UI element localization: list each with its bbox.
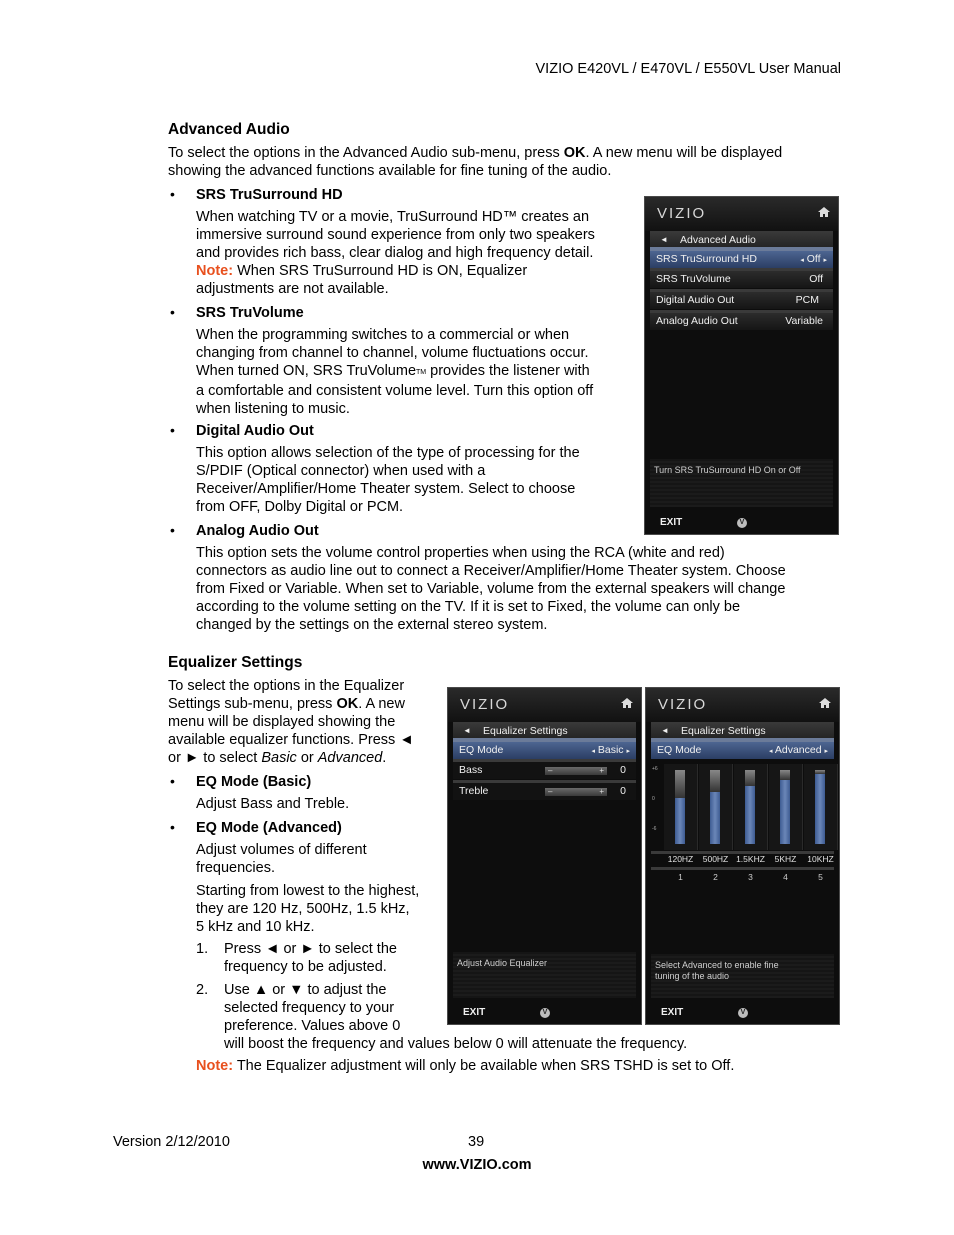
- advanced-audio-heading: Advanced Audio: [168, 121, 290, 138]
- intro-text: showing the advanced functions available for fine tuning of the audio.: [168, 163, 612, 179]
- band-number: 2: [713, 872, 718, 882]
- plus-icon: +: [599, 766, 604, 775]
- band-headroom: [710, 770, 720, 792]
- plus-icon: +: [599, 787, 604, 796]
- osd-row-treble[interactable]: [453, 780, 636, 800]
- text-line: will boost the frequency and values below 0 will attenuate the frequency.: [224, 1036, 688, 1052]
- row-value: Variable: [785, 315, 823, 327]
- text: . A new: [358, 696, 405, 712]
- back-arrow-icon: ◄: [661, 726, 669, 735]
- eq-band-120hz[interactable]: [664, 764, 698, 850]
- osd-advanced-audio: [644, 196, 839, 535]
- text: .: [382, 750, 387, 766]
- text-line: This option sets the volume control properties when using the RCA (white and red): [196, 545, 725, 561]
- bullet: •: [170, 773, 175, 789]
- text-line: Receiver/Amplifier/Home Theater system. Select to choose: [196, 481, 576, 497]
- text-line: connectors as audio line out to connect a Receiver/Amplifier/Home Theater system. Choose: [196, 563, 786, 579]
- bullet: •: [170, 522, 175, 538]
- text-line: Adjust volumes of different: [196, 842, 367, 858]
- right-arrow-icon: ▸: [626, 748, 630, 755]
- eq-band-5khz[interactable]: [769, 764, 803, 850]
- eq-advanced-title: EQ Mode (Advanced): [196, 820, 342, 836]
- text-line: from OFF, Dolby Digital or PCM.: [196, 499, 404, 515]
- note-text: The Equalizer adjustment will only be available when SRS TSHD is set to Off.: [233, 1058, 735, 1074]
- row-label: Treble: [459, 785, 489, 797]
- item-title: Analog Audio Out: [196, 523, 319, 539]
- eq-advanced-desc: [196, 841, 446, 877]
- text-line: immersive surround sound experience from only two speakers: [196, 227, 595, 243]
- value-text: Basic: [597, 744, 624, 756]
- band-freq-label: 5KHZ: [774, 854, 797, 864]
- intro-text: . A new menu will be displayed: [585, 145, 783, 161]
- item-description: [196, 444, 636, 516]
- divider: [651, 867, 834, 870]
- vizio-logo: VIZIO: [460, 696, 510, 713]
- bullet: •: [170, 304, 175, 320]
- text-line: [168, 749, 443, 767]
- text-line: This option allows selection of the type of processing for the: [196, 445, 580, 461]
- band-headroom: [675, 770, 685, 798]
- eq-basic-title: EQ Mode (Basic): [196, 774, 312, 790]
- osd-row-analog-audio-out[interactable]: [650, 310, 833, 330]
- text-line: S/PDIF (Optical connector) when used with a: [196, 463, 486, 479]
- trademark: TM: [416, 369, 427, 376]
- step-number: 1.: [196, 941, 209, 957]
- bass-slider[interactable]: [545, 767, 607, 775]
- minus-icon: –: [548, 787, 553, 796]
- text-line: changing from channel to channel, volume fluctuations occur.: [196, 345, 589, 361]
- text-line: when listening to music.: [196, 401, 350, 417]
- basic-term: Basic: [261, 750, 297, 766]
- band-headroom: [780, 770, 790, 780]
- scale-bottom-label: -6: [652, 826, 657, 832]
- manual-title: VIZIO E420VL / E470VL / E550VL User Manual: [535, 61, 841, 77]
- text-line: [168, 695, 443, 713]
- vizio-logo: VIZIO: [658, 696, 708, 713]
- band-number: 3: [748, 872, 753, 882]
- row-label: EQ Mode: [459, 744, 504, 756]
- row-label: EQ Mode: [657, 744, 702, 756]
- text: provides the listener with: [426, 363, 590, 379]
- text-line: menu will be displayed showing the: [168, 714, 396, 730]
- vizio-logo: VIZIO: [657, 205, 707, 222]
- step-text: [224, 940, 444, 976]
- item-title: SRS TruSurround HD: [196, 187, 343, 203]
- text: Settings sub-menu, press: [168, 696, 337, 712]
- osd-help-text: Turn SRS TruSurround HD On or Off: [650, 459, 833, 507]
- exit-button[interactable]: EXIT: [661, 1007, 684, 1018]
- text-line: and provides rich bass, clear dialog and high frequency detail.: [196, 245, 594, 261]
- scale-top-label: +6: [652, 766, 658, 772]
- breadcrumb-label: Equalizer Settings: [681, 725, 766, 737]
- eq-band-1-5khz[interactable]: [734, 764, 768, 850]
- band-level-bar[interactable]: [710, 792, 720, 844]
- note-line: [196, 262, 636, 280]
- ok-key: OK: [336, 696, 359, 712]
- note-text: When SRS TruSurround HD is ON, Equalizer: [233, 263, 528, 279]
- band-number: 1: [678, 872, 683, 882]
- text-line: adjustments are not available.: [196, 281, 389, 297]
- row-value: PCM: [795, 294, 819, 306]
- item-description: [196, 326, 636, 418]
- row-label: Digital Audio Out: [656, 294, 735, 306]
- footer-url[interactable]: www.VIZIO.com: [422, 1157, 532, 1173]
- help-line: Select Advanced to enable fine: [655, 960, 779, 970]
- left-arrow-icon: ◂: [800, 257, 804, 264]
- breadcrumb-label: Advanced Audio: [680, 234, 756, 246]
- band-freq-label: 120HZ: [667, 854, 694, 864]
- treble-slider[interactable]: [545, 788, 607, 796]
- footer-page-number: 39: [468, 1134, 485, 1150]
- osd-row-srs-truvolume[interactable]: [650, 268, 833, 288]
- osd-help-text: Adjust Audio Equalizer: [453, 952, 636, 998]
- v-button-icon[interactable]: V: [540, 1008, 550, 1018]
- advanced-term: Advanced: [317, 750, 383, 766]
- row-label: Analog Audio Out: [656, 315, 738, 327]
- row-label: SRS TruSurround HD: [656, 253, 757, 265]
- osd-row-eq-mode[interactable]: [651, 738, 834, 759]
- osd-row-bass[interactable]: [453, 759, 636, 779]
- eq-band-500hz[interactable]: [699, 764, 733, 850]
- band-headroom: [745, 770, 755, 786]
- band-level-bar[interactable]: [780, 780, 790, 844]
- right-arrow-icon: ▸: [823, 257, 827, 264]
- item-description: [196, 208, 636, 298]
- osd-equalizer-basic: [447, 687, 642, 1025]
- footer-version: Version 2/12/2010: [113, 1134, 230, 1150]
- row-value: [591, 742, 630, 760]
- text-line: Use ▲ or ▼ to adjust the: [224, 982, 387, 998]
- text-line: from Fixed or Variable. When set to Variable, volume from the external speakers will change: [196, 581, 786, 597]
- bullet: •: [170, 422, 175, 438]
- left-arrow-icon: ◂: [769, 748, 773, 755]
- text-line: preference. Values above 0: [224, 1018, 401, 1034]
- text-line: changed by the settings on the external stereo system.: [196, 617, 548, 633]
- row-value: 0: [620, 764, 626, 776]
- right-arrow-icon: ▸: [824, 748, 828, 755]
- minus-icon: –: [548, 766, 553, 775]
- equalizer-note: [196, 1057, 734, 1075]
- text-line: frequencies.: [196, 860, 275, 876]
- home-icon[interactable]: [818, 207, 830, 217]
- text: When turned ON, SRS TruVolume: [196, 363, 417, 379]
- osd-help-text: [651, 954, 834, 998]
- equalizer-heading: Equalizer Settings: [168, 654, 303, 671]
- help-line: tuning of the audio: [655, 971, 730, 981]
- bullet: •: [170, 819, 175, 835]
- back-arrow-icon: ◄: [463, 726, 471, 735]
- exit-button[interactable]: EXIT: [660, 517, 683, 528]
- eq-band-10khz[interactable]: [804, 764, 838, 850]
- band-number: 5: [818, 872, 823, 882]
- home-icon[interactable]: [819, 698, 831, 708]
- breadcrumb-label: Equalizer Settings: [483, 725, 568, 737]
- text-line: 5 kHz and 10 kHz.: [196, 919, 315, 935]
- text-line: they are 120 Hz, 500Hz, 1.5 kHz,: [196, 901, 410, 917]
- text-line: available equalizer functions. Press ◄: [168, 732, 414, 748]
- note-label: Note:: [196, 263, 234, 279]
- band-level-bar[interactable]: [815, 774, 825, 844]
- row-label: Bass: [459, 764, 483, 776]
- item-title: Digital Audio Out: [196, 423, 314, 439]
- osd-equalizer-advanced: [645, 687, 840, 1025]
- text-line: To select the options in the Equalizer: [168, 678, 405, 694]
- text: or ► to select: [168, 750, 262, 766]
- osd-row-digital-audio-out[interactable]: [650, 289, 833, 309]
- intro-text: To select the options in the Advanced Audio sub-menu, press: [168, 145, 564, 161]
- row-value: [769, 742, 828, 760]
- band-freq-label: 10KHZ: [807, 854, 834, 864]
- equalizer-intro: [168, 677, 443, 767]
- band-level-bar[interactable]: [745, 786, 755, 844]
- item-description: [196, 544, 856, 634]
- row-value: 0: [620, 785, 626, 797]
- text-line: When the programming switches to a commercial or when: [196, 327, 570, 343]
- text: or: [296, 750, 318, 766]
- advanced-audio-intro: [168, 144, 848, 180]
- text-line: [196, 362, 636, 382]
- row-value: Off: [809, 273, 823, 285]
- value-text: Off: [806, 253, 821, 265]
- osd-row-eq-mode[interactable]: [453, 738, 636, 759]
- home-icon[interactable]: [621, 698, 633, 708]
- text-line: Starting from lowest to the highest,: [196, 883, 420, 899]
- osd-row-srs-trusurround[interactable]: [650, 247, 833, 268]
- band-level-bar[interactable]: [675, 798, 685, 844]
- v-button-icon[interactable]: V: [737, 518, 747, 528]
- value-text: Advanced: [774, 744, 822, 756]
- item-title: SRS TruVolume: [196, 305, 304, 321]
- text-line: frequency to be adjusted.: [224, 959, 387, 975]
- eq-frequencies-desc: [196, 882, 446, 936]
- row-value: [800, 251, 827, 269]
- band-freq-label: 500HZ: [702, 854, 729, 864]
- v-button-icon[interactable]: V: [738, 1008, 748, 1018]
- text-line: according to the volume setting on the TV. If it is set to Fixed, the volume can only be: [196, 599, 741, 615]
- ok-key: OK: [563, 145, 586, 161]
- scale-mid-label: 0: [652, 796, 655, 802]
- row-label: SRS TruVolume: [656, 273, 731, 285]
- step-number: 2.: [196, 982, 209, 998]
- text-line: When watching TV or a movie, TruSurround HD™ creates an: [196, 209, 590, 225]
- band-number: 4: [783, 872, 788, 882]
- left-arrow-icon: ◂: [591, 748, 595, 755]
- eq-basic-desc: Adjust Bass and Treble.: [196, 796, 350, 812]
- text-line: Press ◄ or ► to select the: [224, 941, 397, 957]
- back-arrow-icon: ◄: [660, 235, 668, 244]
- exit-button[interactable]: EXIT: [463, 1007, 486, 1018]
- bullet: •: [170, 186, 175, 202]
- band-freq-label: 1.5KHZ: [736, 854, 765, 864]
- text-line: selected frequency to your: [224, 1000, 395, 1016]
- note-label: Note:: [196, 1058, 234, 1074]
- text-line: a comfortable and consistent volume level. Turn this option off: [196, 383, 594, 399]
